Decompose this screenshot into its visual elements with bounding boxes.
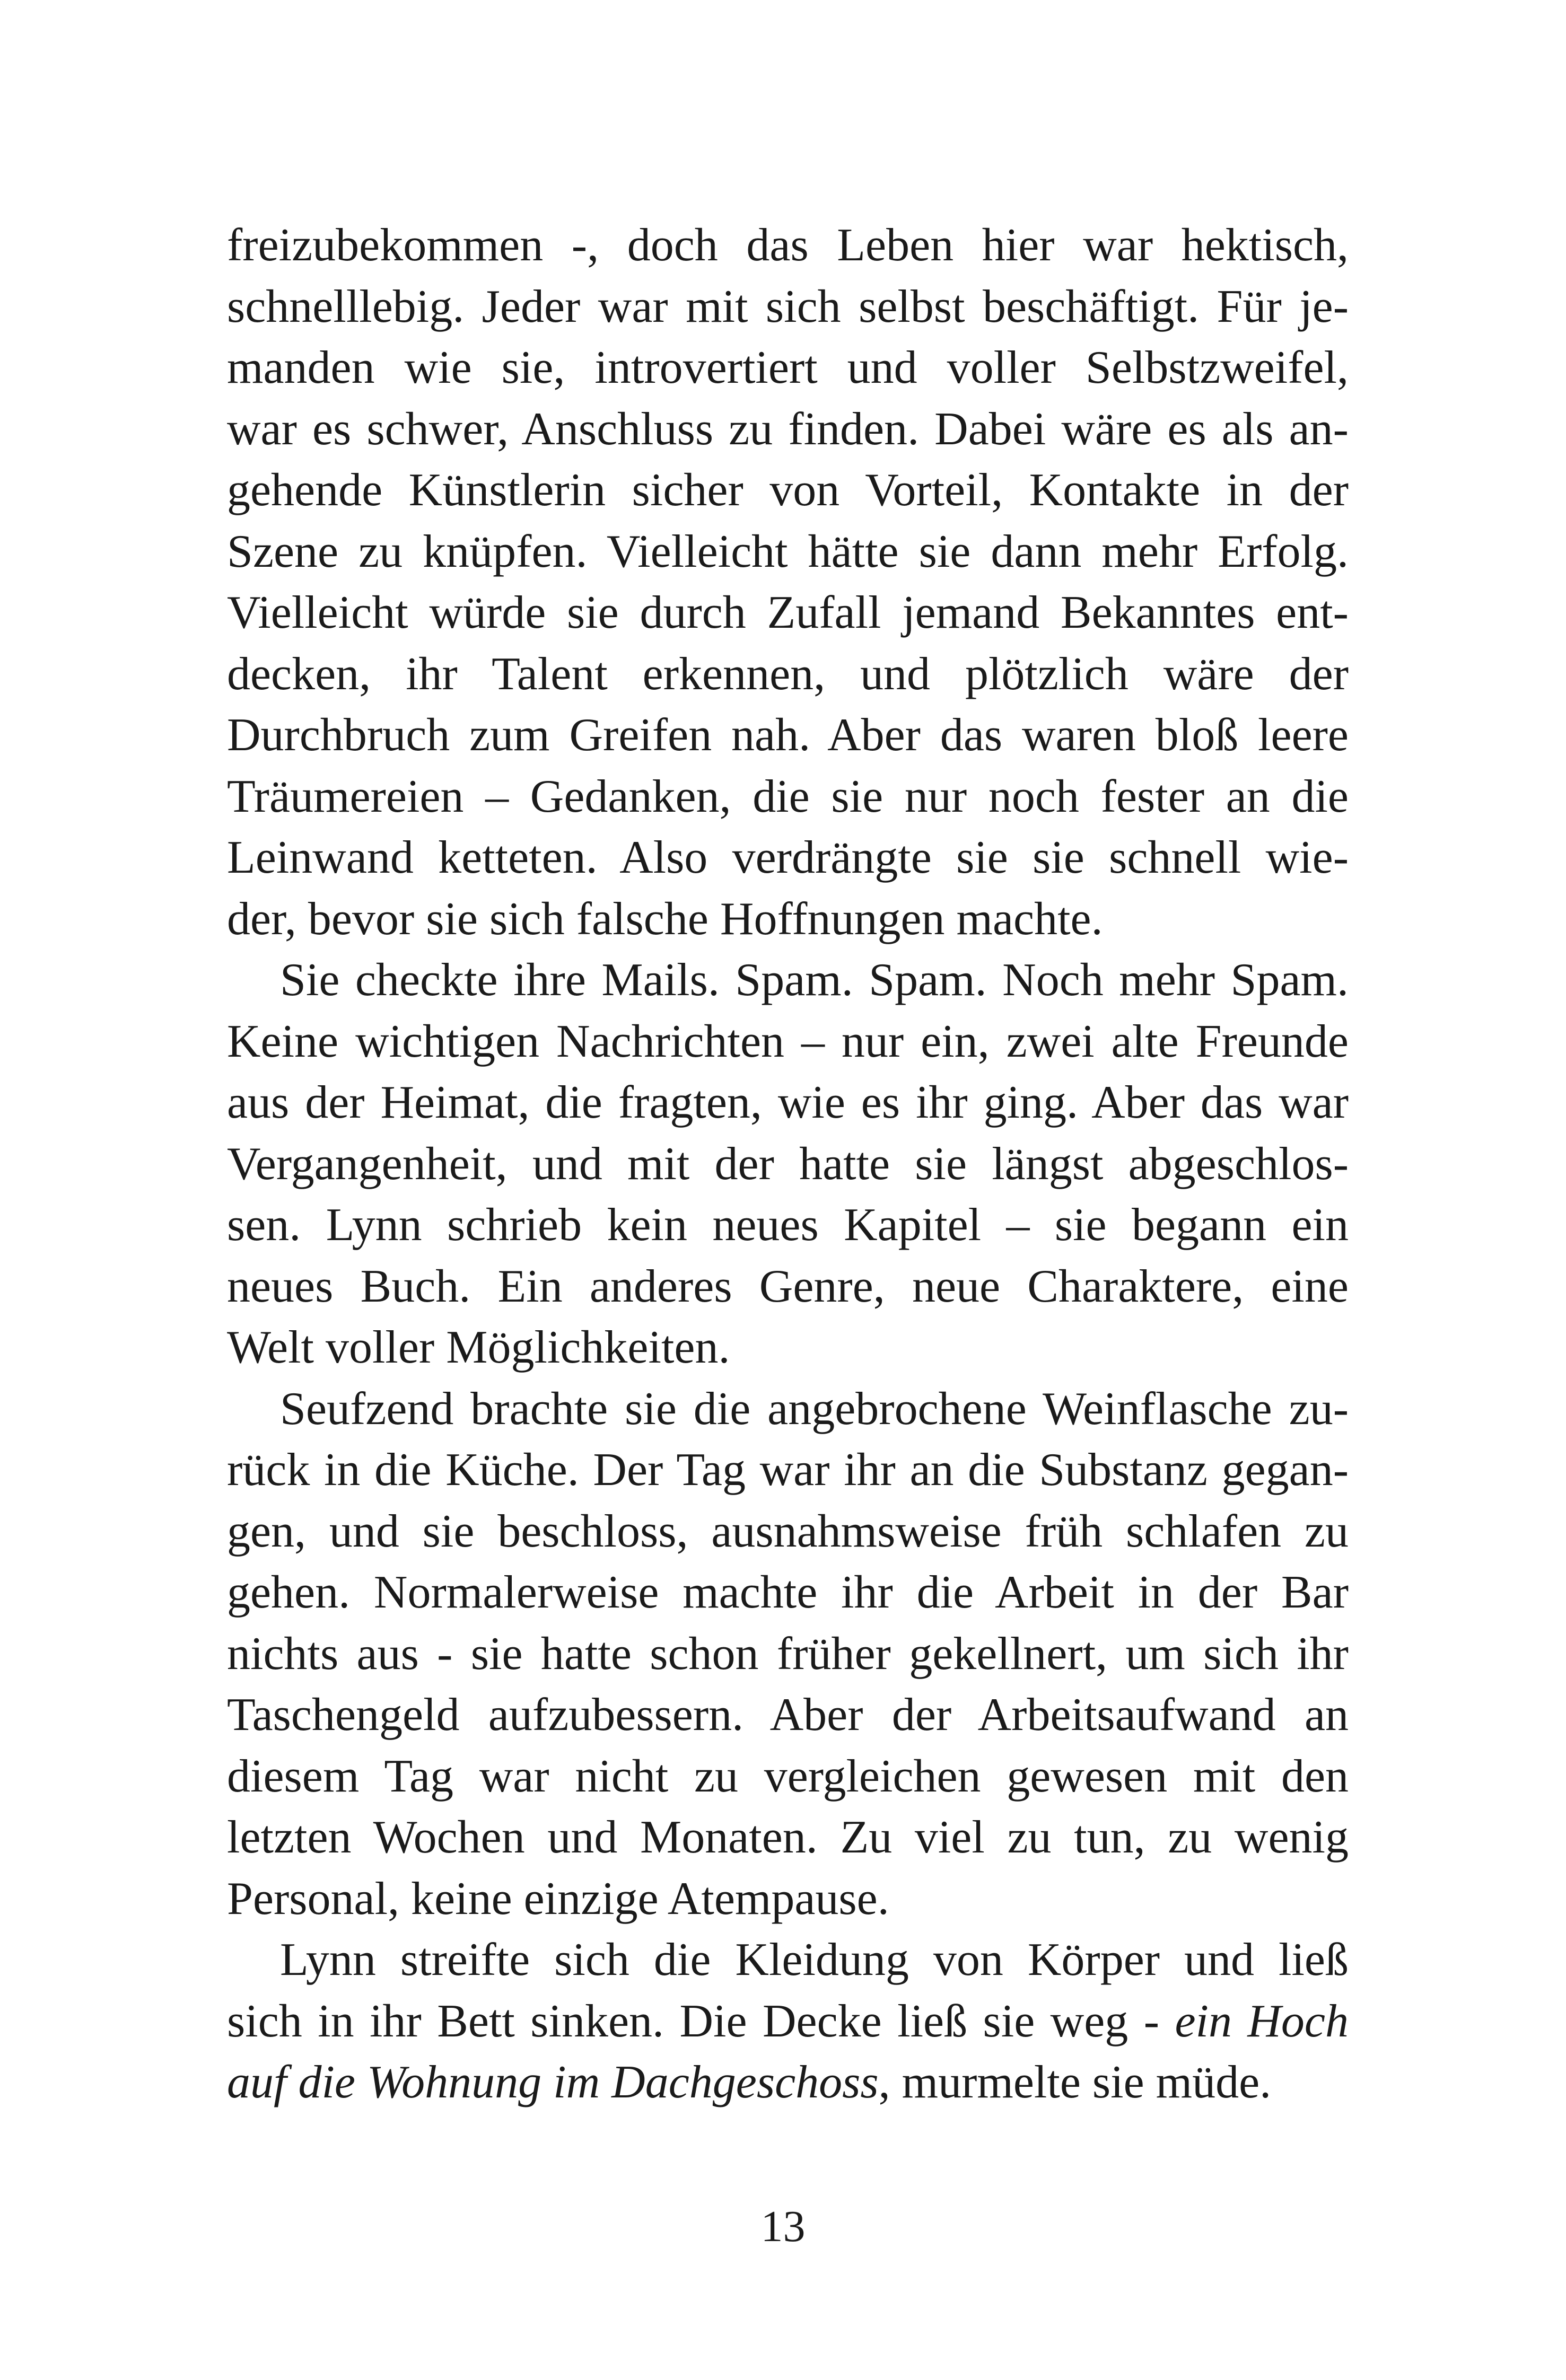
text-segment: Taschengeld aufzubessern. Aber der Arbeitsaufwand an: [227, 1689, 1349, 1741]
text-line: [227, 2052, 1349, 2113]
text-segment: nichts aus - sie hatte schon früher gekellnert, um sich ihr: [227, 1628, 1349, 1680]
text-segment: freizubekommen -, doch das Leben hier war hektisch,: [227, 219, 1349, 271]
text-segment: sen. Lynn schrieb kein neues Kapitel – sie begann ein: [227, 1199, 1349, 1251]
text-line: [227, 1134, 1349, 1195]
page-number: 13: [760, 2202, 806, 2251]
text-segment: diesem Tag war nicht zu vergleichen gewesen mit den: [227, 1750, 1349, 1802]
text-segment: neues Buch. Ein anderes Genre, neue Charaktere, eine: [227, 1260, 1349, 1312]
text-line: [227, 1256, 1349, 1318]
text-line: [227, 950, 1349, 1011]
text-segment: sich in ihr Bett sinken. Die Decke ließ sie weg -: [227, 1995, 1175, 2047]
italic-text-segment: ein Hoch: [1175, 1995, 1349, 2047]
text-line: [227, 1072, 1349, 1134]
text-segment: Leinwand ketteten. Also verdrängte sie sie schnell wie-: [227, 832, 1349, 883]
italic-text-segment: auf die Wohnung im Dachgeschoss: [227, 2057, 879, 2108]
text-segment: Sie checkte ihre Mails. Spam. Spam. Noch mehr Spam.: [280, 954, 1349, 1006]
text-line: [227, 276, 1349, 338]
text-segment: Welt voller Möglichkeiten.: [227, 1322, 730, 1373]
text-line: [227, 399, 1349, 460]
text-segment: aus der Heimat, die fragten, wie es ihr ging. Aber das war: [227, 1077, 1349, 1128]
text-segment: gen, und sie beschloss, ausnahmsweise früh schlafen zu: [227, 1505, 1349, 1557]
text-segment: Keine wichtigen Nachrichten – nur ein, zwei alte Freunde: [227, 1015, 1349, 1067]
text-segment: Personal, keine einzige Atempause.: [227, 1873, 889, 1925]
text-line: [227, 827, 1349, 889]
text-segment: Vergangenheit, und mit der hatte sie längst abgeschlos-: [227, 1138, 1349, 1190]
text-line: [227, 766, 1349, 828]
text-segment: letzten Wochen und Monaten. Zu viel zu tun, zu wenig: [227, 1812, 1349, 1863]
text-line: [227, 705, 1349, 766]
text-segment: gehende Künstlerin sicher von Vorteil, Kontakte in der: [227, 464, 1349, 516]
text-segment: rück in die Küche. Der Tag war ihr an die Substanz gegan-: [227, 1444, 1349, 1496]
text-line: [227, 1991, 1349, 2052]
text-segment: manden wie sie, introvertiert und voller Selbstzweifel,: [227, 342, 1349, 393]
text-line: [227, 337, 1349, 399]
text-segment: Szene zu knüpfen. Vielleicht hätte sie dann mehr Erfolg.: [227, 525, 1349, 577]
text-line: [227, 521, 1349, 583]
text-line: [227, 1807, 1349, 1868]
text-segment: war es schwer, Anschluss zu finden. Dabei wäre es als an-: [227, 403, 1349, 455]
text-segment: Seufzend brachte sie die angebrochene Weinflasche zu-: [280, 1383, 1349, 1435]
text-line: [227, 1929, 1349, 1991]
text-line: [227, 1378, 1349, 1440]
text-line: [227, 1684, 1349, 1746]
text-segment: Lynn streifte sich die Kleidung von Körper und ließ: [280, 1934, 1349, 1986]
text-line: [227, 1195, 1349, 1256]
text-segment: Vielleicht würde sie durch Zufall jemand Bekanntes ent-: [227, 587, 1349, 638]
text-segment: , murmelte sie müde.: [878, 2057, 1272, 2108]
text-line: [227, 582, 1349, 644]
text-line: [227, 215, 1349, 276]
text-segment: der, bevor sie sich falsche Hoffnungen machte.: [227, 893, 1103, 945]
text-line: [227, 1317, 1349, 1378]
text-segment: gehen. Normalerweise machte ihr die Arbeit in der Bar: [227, 1567, 1349, 1618]
text-line: [227, 1501, 1349, 1562]
text-line: [227, 1562, 1349, 1623]
text-line: [227, 644, 1349, 705]
text-line: [227, 1746, 1349, 1807]
text-line: [227, 460, 1349, 521]
body-text: [227, 215, 1349, 2113]
text-line: [227, 1011, 1349, 1073]
text-line: [227, 1623, 1349, 1685]
text-segment: Durchbruch zum Greifen nah. Aber das waren bloß leere: [227, 709, 1349, 761]
text-line: [227, 1439, 1349, 1501]
text-segment: decken, ihr Talent erkennen, und plötzlich wäre der: [227, 648, 1349, 700]
text-segment: schnelllebig. Jeder war mit sich selbst beschäftigt. Für je-: [227, 280, 1349, 332]
text-line: [227, 1868, 1349, 1930]
text-segment: Träumereien – Gedanken, die sie nur noch fester an die: [227, 770, 1349, 822]
text-line: [227, 889, 1349, 950]
